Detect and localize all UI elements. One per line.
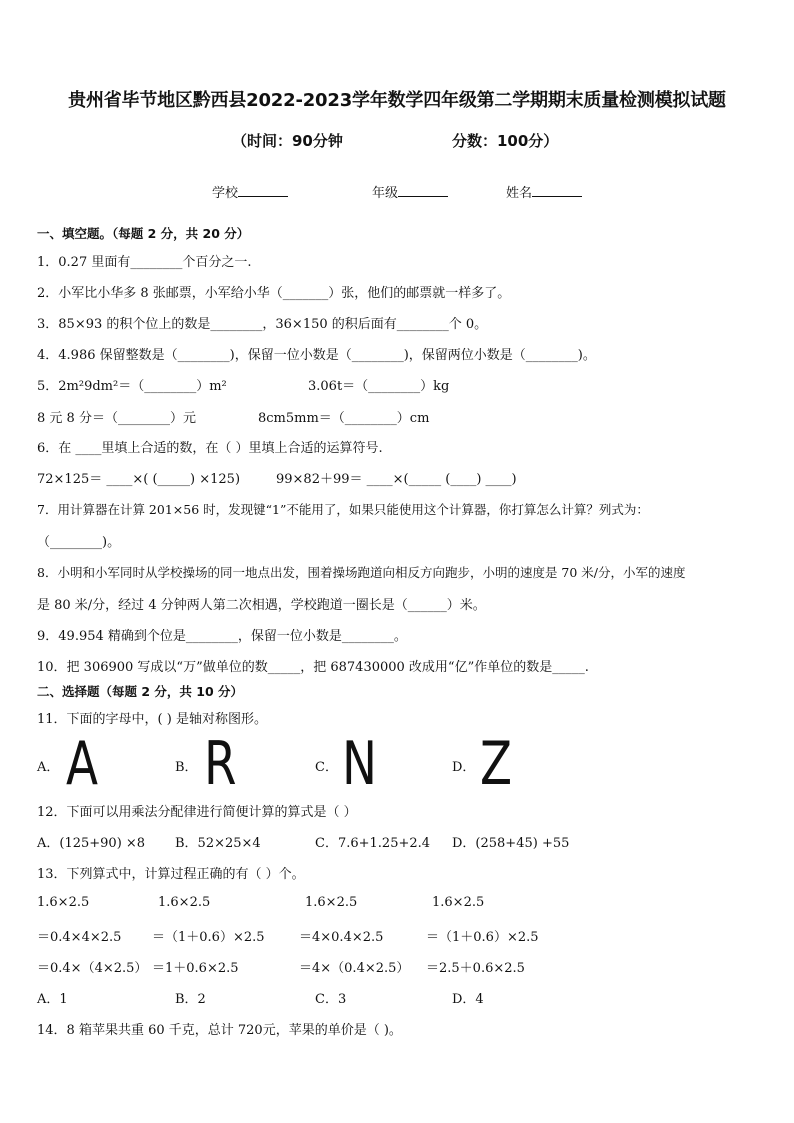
question-2: 2．小军比小华多 8 张邮票，小军给小华（_______）张，他们的邮票就一样多了。 (37, 286, 511, 301)
q11-option-a-letter: A (66, 729, 99, 799)
q11-option-c-letter: N (342, 729, 378, 799)
question-13: 13．下列算式中，计算过程正确的有（ ）个。 (37, 867, 305, 882)
question-11: 11．下面的字母中，( ) 是轴对称图形。 (37, 712, 267, 727)
q11-option-d-letter: Z (480, 729, 513, 799)
q13-calc-4-line2: ＝（1＋0.6）×2.5 (426, 930, 539, 945)
q13-calc-1-line3: ＝0.4×（4×2.5） (37, 961, 148, 976)
name-blank[interactable] (532, 184, 582, 197)
q12-option-c: C．7.6+1.25+2.4 (315, 836, 431, 851)
q11-option-b-label: B． (175, 760, 198, 775)
school-field[interactable] (212, 182, 288, 201)
question-14: 14．8 箱苹果共重 60 千克，总计 720元，苹果的单价是（ )。 (37, 1023, 402, 1038)
q12-option-b: B．52×25×4 (175, 836, 261, 851)
q11-option-d-label: D． (452, 760, 476, 775)
grade-field[interactable] (372, 182, 448, 201)
question-5d: 8cm5mm＝（________）cm (258, 411, 430, 426)
q11-option-c-label: C． (315, 760, 338, 775)
q12-option-a: A．(125+90) ×8 (37, 836, 146, 851)
q13-calc-1-line2: ＝0.4×4×2.5 (37, 930, 122, 945)
exam-time: （时间：90分钟 (232, 132, 343, 150)
q13-option-a: A．1 (37, 992, 68, 1007)
grade-blank[interactable] (398, 184, 448, 197)
question-7: 7．用计算器在计算 201×56 时，发现键“1”不能用了，如果只能使用这个计算器，你打算怎么计算？列式为： (37, 502, 649, 517)
q13-option-b: B．2 (175, 992, 206, 1007)
question-6b: 99×82＋99＝ ____×(_____ (____) ____) (276, 472, 517, 487)
question-5b: 3.06t＝（________）kg (308, 379, 450, 394)
question-1: 1．0.27 里面有________个百分之一. (37, 255, 252, 270)
question-5c: 8 元 8 分＝（________）元 (37, 411, 196, 426)
question-8-line2: 是 80 米/分，经过 4 分钟两人第二次相遇，学校跑道一圈长是（______）米。 (37, 598, 486, 613)
q13-option-c: C．3 (315, 992, 347, 1007)
q13-calc-2-line2: ＝（1＋0.6）×2.5 (152, 930, 265, 945)
question-4: 4．4.986 保留整数是（________)，保留一位小数是（________)，保留两位小数是（________)。 (37, 348, 596, 363)
grade-label: 年级 (372, 186, 399, 201)
q13-calc-1-line1: 1.6×2.5 (37, 895, 90, 910)
name-field[interactable] (506, 182, 582, 201)
q13-calc-2-line3: ＝1＋0.6×2.5 (152, 961, 239, 976)
exam-score: 分数：100分） (452, 132, 559, 150)
q13-calc-4-line1: 1.6×2.5 (432, 895, 485, 910)
question-9: 9．49.954 精确到个位是________，保留一位小数是________。 (37, 629, 407, 644)
q11-option-b-letter: R (204, 729, 237, 799)
section1-title: 一、填空题。（每题 2 分，共 20 分） (37, 226, 250, 241)
q13-option-d: D．4 (452, 992, 484, 1007)
q11-option-a-label: A． (37, 760, 60, 775)
question-10: 10．把 306900 写成以“万”做单位的数_____，把 687430000 改成用“亿”作单位的数是_____. (37, 660, 589, 675)
question-7-answer: （________)。 (37, 535, 121, 550)
q12-option-d: D．(258+45) +55 (452, 836, 570, 851)
q13-calc-2-line1: 1.6×2.5 (158, 895, 211, 910)
name-label: 姓名 (506, 186, 533, 201)
page-title: 贵州省毕节地区黔西县2022-2023学年数学四年级第二学期期末质量检测模拟试题 (68, 90, 726, 111)
school-label: 学校 (212, 186, 239, 201)
school-blank[interactable] (238, 184, 288, 197)
question-3: 3．85×93 的积个位上的数是________，36×150 的积后面有________个 0。 (37, 317, 488, 332)
section2-title: 二、选择题（每题 2 分，共 10 分） (37, 684, 244, 699)
question-8-line1: 8．小明和小军同时从学校操场的同一地点出发，围着操场跑道向相反方向跑步，小明的速度是 70 米/分，小军的速度 (37, 565, 686, 580)
question-5a: 5．2m²9dm²＝（________）m² (37, 379, 227, 394)
question-12: 12．下面可以用乘法分配律进行简便计算的算式是（ ） (37, 805, 357, 820)
q13-calc-3-line3: ＝4×（0.4×2.5） (299, 961, 410, 976)
question-6: 6．在 ____里填上合适的数，在（ ）里填上合适的运算符号. (37, 441, 383, 456)
q13-calc-4-line3: ＝2.5＋0.6×2.5 (426, 961, 525, 976)
q13-calc-3-line1: 1.6×2.5 (305, 895, 358, 910)
q13-calc-3-line2: ＝4×0.4×2.5 (299, 930, 384, 945)
question-6a: 72×125＝ ____×( (_____) ×125) (37, 472, 241, 487)
